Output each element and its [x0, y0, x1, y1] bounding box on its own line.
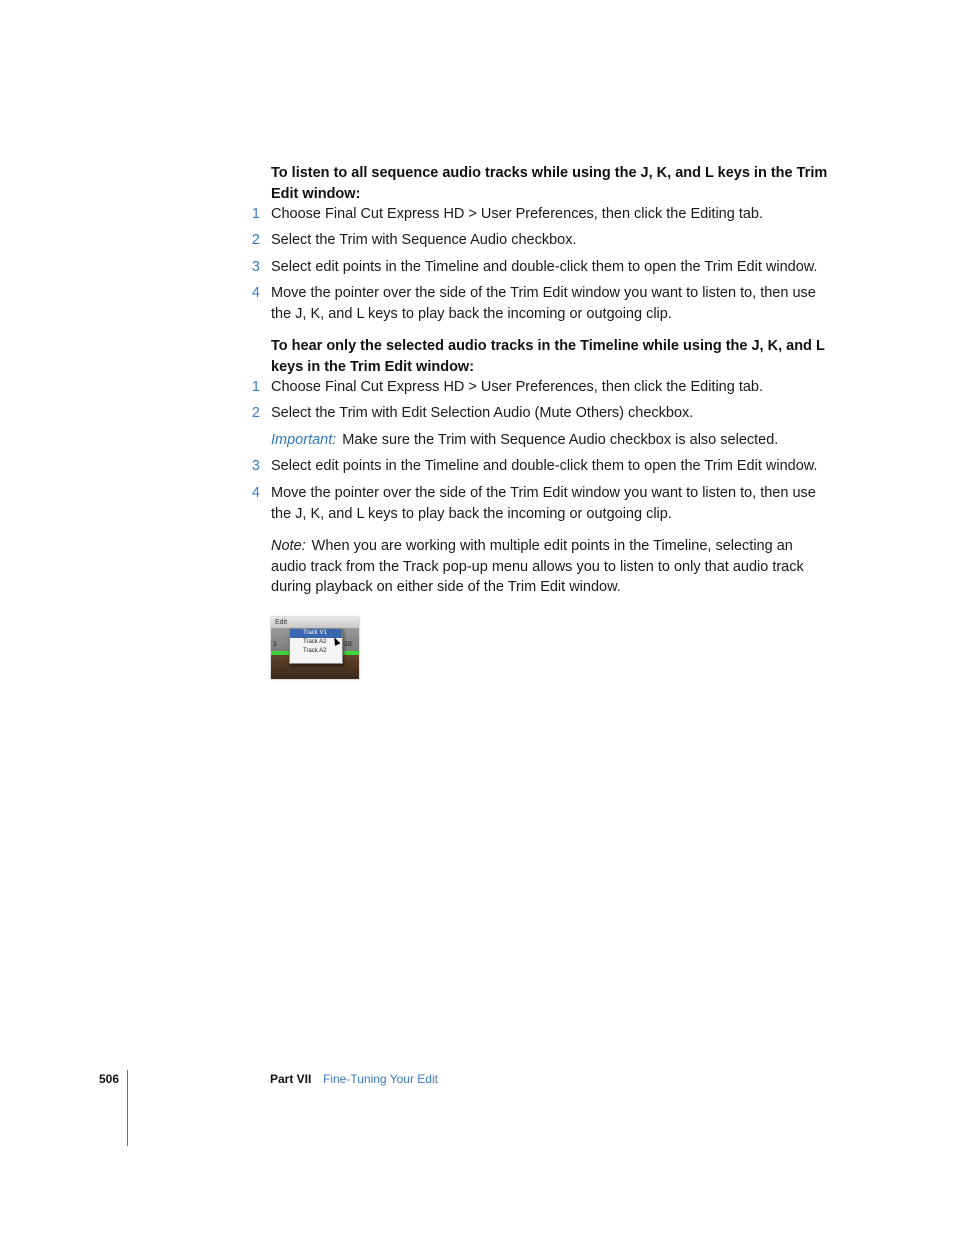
page-number: 506: [99, 1072, 120, 1086]
note-text: When you are working with multiple edit points in the Timeline, selecting an audio track from the Track pop-up menu allows you to listen to only that audio track during playback on either side of the Trim Edit window.: [271, 538, 804, 595]
section2-heading: To hear only the selected audio tracks in the Timeline while using the J, K, and L keys in the Trim Edit window:: [271, 338, 825, 375]
step-number: 2: [251, 405, 260, 421]
menu-item-track: Track V1: [290, 629, 342, 638]
step-text: Select the Trim with Edit Selection Audio (Mute Others) checkbox.: [271, 405, 694, 421]
important-lead: Important:: [271, 432, 337, 448]
screenshot-title-bar: Edit: [271, 617, 359, 628]
step-text: Choose Final Cut Express HD > User Preferences, then click the Editing tab.: [271, 379, 764, 395]
step-text: Move the pointer over the side of the Trim Edit window you want to listen to, then use the J, K, and L keys to play back the incoming or outgoing clip.: [271, 485, 816, 522]
step-number: 2: [251, 232, 260, 248]
step-number: 3: [251, 458, 260, 474]
step-number: 4: [251, 485, 260, 501]
footer-part: Part VII: [270, 1072, 312, 1086]
important-text: Make sure the Trim with Sequence Audio checkbox is also selected.: [342, 432, 779, 448]
step-number: 3: [251, 259, 260, 275]
section1-heading: To listen to all sequence audio tracks while using the J, K, and L keys in the Trim Edit window:: [271, 165, 828, 202]
track-popup-screenshot: [271, 617, 359, 679]
track-popup-menu: [289, 628, 343, 664]
footer-chapter: Fine-Tuning Your Edit: [323, 1072, 438, 1086]
step-text: Select edit points in the Timeline and double-click them to open the Trim Edit window.: [271, 259, 818, 275]
step-number: 1: [251, 206, 260, 222]
note-callout: [271, 536, 827, 598]
menu-item-track: Track A2: [303, 648, 327, 654]
menu-item-track: Track A2: [303, 639, 327, 645]
note-lead: Note:: [271, 538, 306, 554]
step-number: 1: [251, 379, 260, 395]
important-callout: [271, 430, 827, 451]
step-text: Select edit points in the Timeline and double-click them to open the Trim Edit window.: [271, 458, 818, 474]
step-text: Select the Trim with Sequence Audio checkbox.: [271, 232, 577, 248]
screenshot-left-label: 1: [273, 641, 277, 648]
step-text: Choose Final Cut Express HD > User Preferences, then click the Editing tab.: [271, 206, 764, 222]
screenshot-right-label: 18: [344, 641, 352, 648]
footer-rule: [127, 1070, 128, 1146]
step-number: 4: [251, 285, 260, 301]
step-text: Move the pointer over the side of the Trim Edit window you want to listen to, then use the J, K, and L keys to play back the incoming or outgoing clip.: [271, 285, 816, 322]
